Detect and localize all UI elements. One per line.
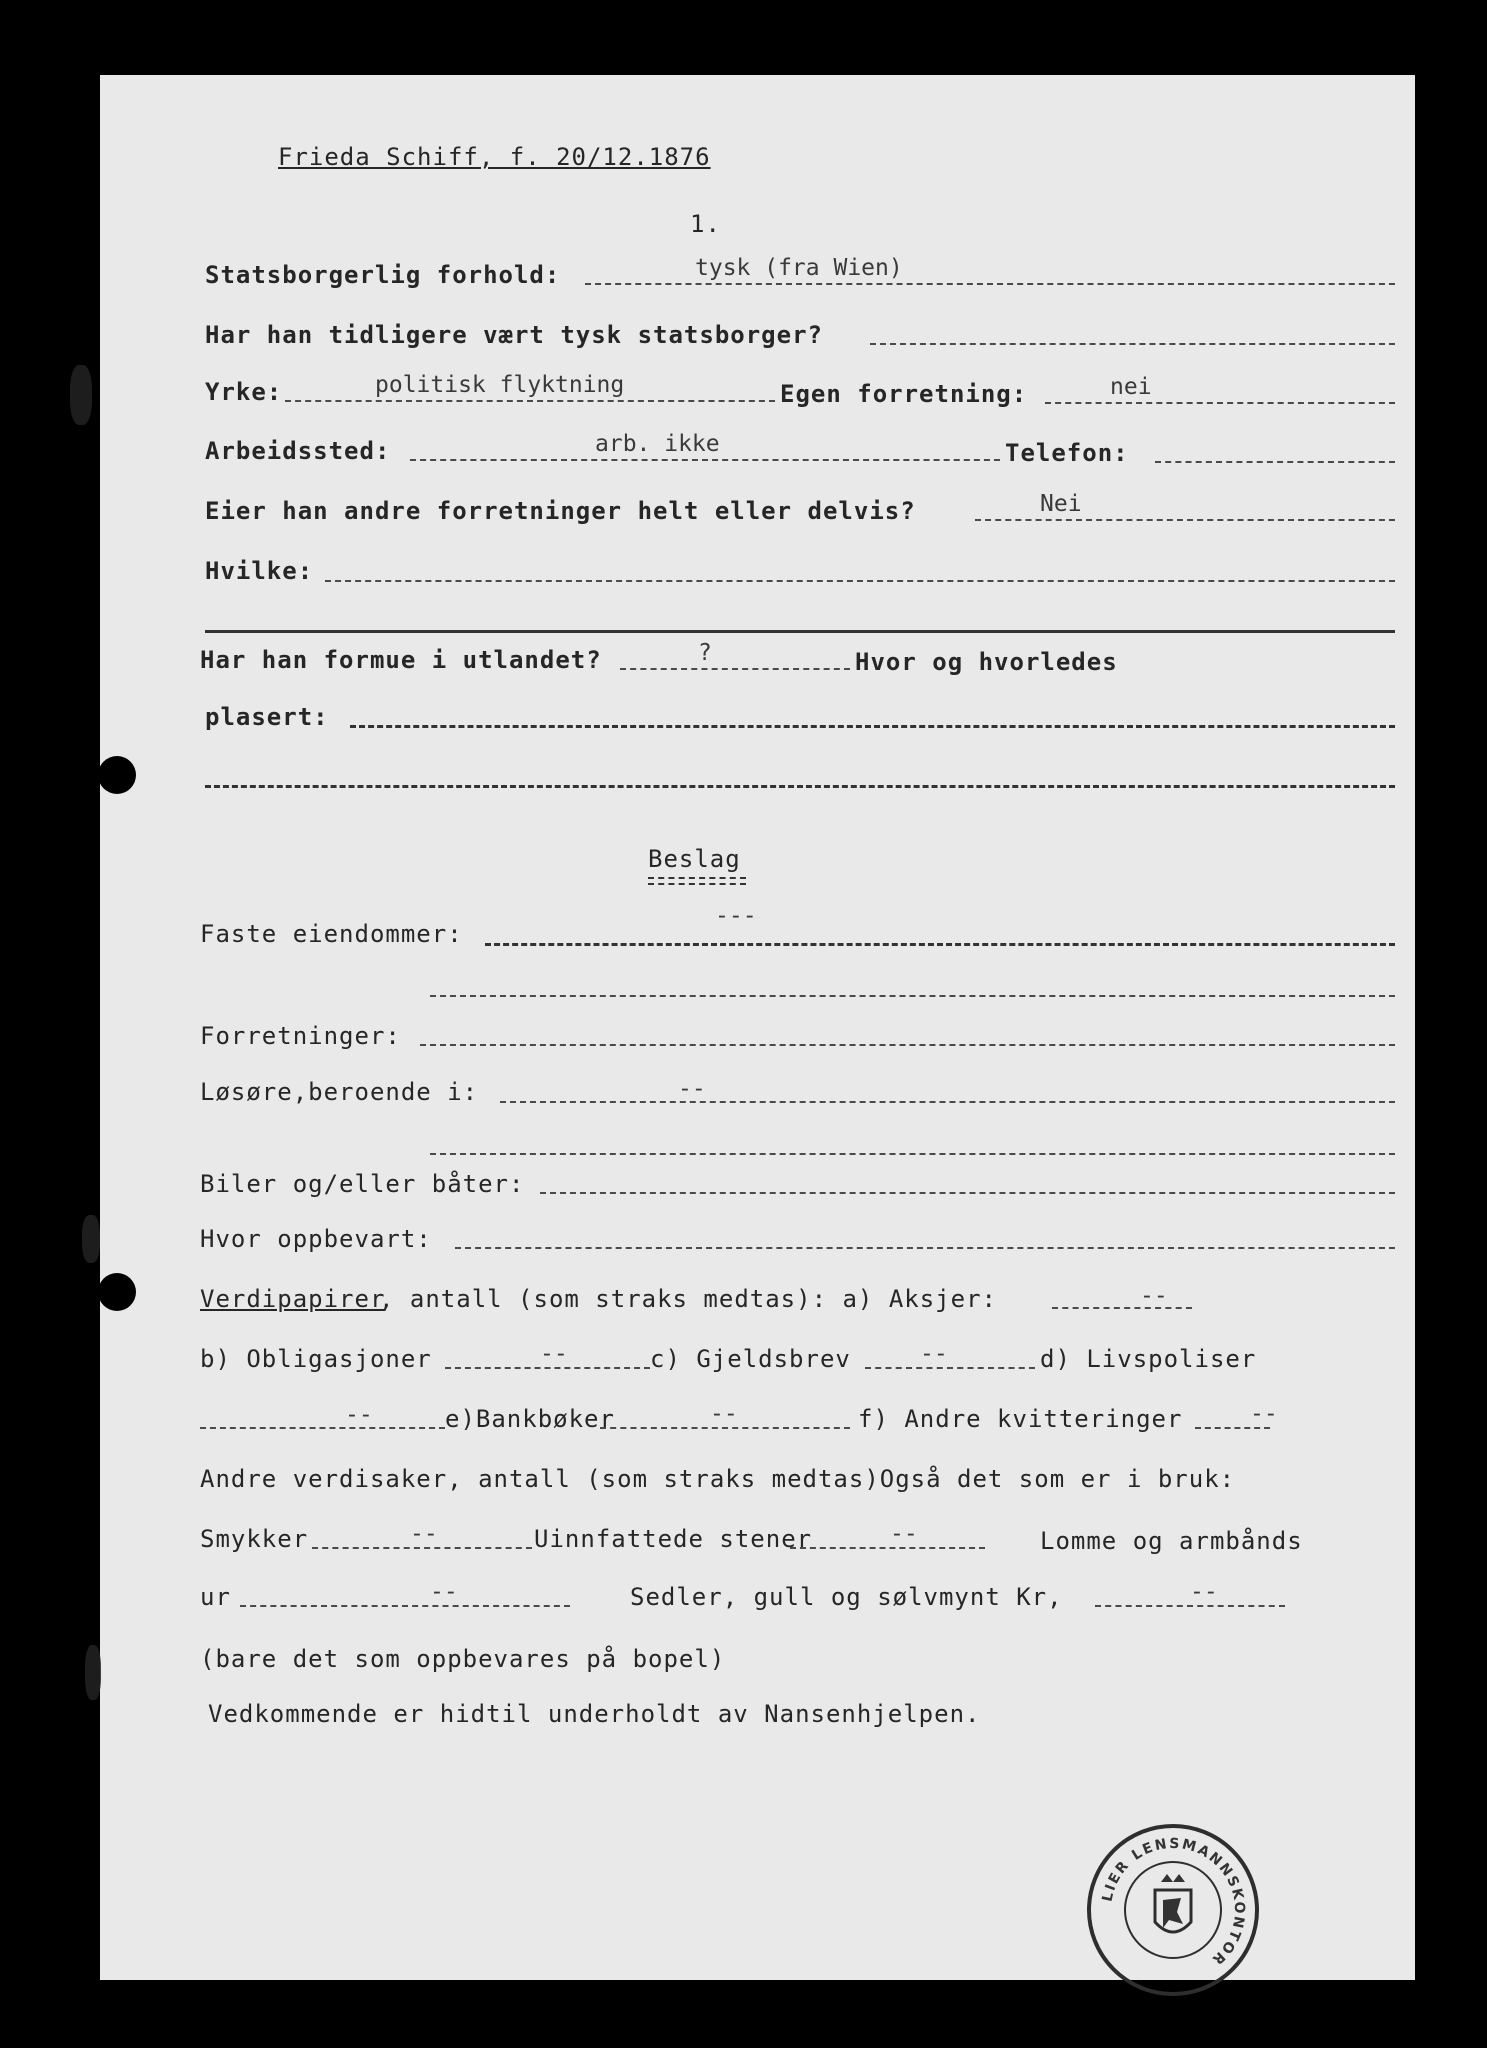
egen-label: Egen forretning: (780, 380, 1028, 408)
obligasjoner-label: b) Obligasjoner (200, 1345, 432, 1373)
statsborgerlig-line (585, 283, 1395, 285)
losore-line-2 (430, 1153, 1395, 1155)
forretninger-label: Forretninger: (200, 1022, 401, 1050)
ur-label: ur (200, 1583, 231, 1611)
andre-verdisaker-label: Andre verdisaker, antall (som straks medtas)Også det som er i bruk: (200, 1465, 1236, 1493)
smykker-value: -- (410, 1521, 438, 1547)
sedler-label: Sedler, gull og sølvmynt Kr, (630, 1583, 1063, 1611)
ur-line (240, 1605, 570, 1607)
plasert-label: plasert: (205, 703, 329, 731)
statsborgerlig-value: tysk (fra Wien) (695, 255, 903, 281)
obligasjoner-line (445, 1367, 650, 1369)
name-line: Frieda Schiff, f. 20/12.1876 (278, 143, 711, 171)
hvilke-label: Hvilke: (205, 557, 314, 585)
losore-line (500, 1101, 1395, 1103)
stener-line (790, 1547, 985, 1549)
gjeldsbrev-line (865, 1367, 1035, 1369)
statsborgerlig-label: Statsborgerlig forhold: (205, 261, 561, 289)
arbeidssted-label: Arbeidssted: (205, 437, 391, 465)
punch-hole-bottom (98, 1273, 136, 1311)
yrke-label: Yrke: (205, 378, 283, 406)
biler-label: Biler og/eller båter: (200, 1170, 525, 1198)
formue-value: ? (698, 640, 712, 666)
ink-smudge-2 (85, 1645, 101, 1700)
hvor-oppbevart-label: Hvor oppbevart: (200, 1225, 432, 1253)
document-page (100, 75, 1415, 1980)
faste-line-2 (430, 995, 1395, 997)
beslag-underline-2 (648, 883, 746, 885)
kvitteringer-value: -- (1250, 1401, 1278, 1427)
faste-value: --- (715, 903, 757, 929)
gjeldsbrev-value: -- (920, 1341, 948, 1367)
bankboker-value: -- (710, 1401, 738, 1427)
arbeidssted-value: arb. ikke (595, 431, 720, 457)
bare-note: (bare det som oppbevares på bopel) (200, 1645, 726, 1673)
telefon-label: Telefon: (1005, 439, 1129, 467)
smykker-label: Smykker (200, 1525, 309, 1553)
lomme-label: Lomme og armbånds (1040, 1527, 1303, 1555)
plasert-line (350, 725, 1395, 728)
tidligere-line (870, 343, 1395, 345)
bankboker-line (600, 1427, 850, 1429)
hvor-hvorledes-label: Hvor og hvorledes (855, 648, 1118, 676)
formue-label: Har han formue i utlandet? (200, 646, 602, 674)
sedler-line (1095, 1605, 1285, 1607)
ink-smudge (70, 365, 92, 425)
forretninger-line (420, 1044, 1395, 1046)
egen-value: nei (1110, 374, 1152, 400)
livspoliser-value: -- (345, 1402, 373, 1428)
tidligere-label: Har han tidligere vært tysk statsborger? (205, 321, 823, 349)
verdipapirer-label: Verdipapirer (200, 1285, 386, 1313)
faste-label: Faste eiendommer: (200, 920, 463, 948)
livspoliser-line (200, 1427, 445, 1429)
punch-hole-top (98, 756, 136, 794)
lensmannskontor-stamp (1083, 1820, 1263, 2000)
eier-label: Eier han andre forretninger helt eller delvis? (205, 497, 916, 525)
formue-line (620, 668, 850, 670)
arbeidssted-line (410, 459, 1000, 461)
eier-value: Nei (1040, 491, 1082, 517)
paper-tear (82, 1215, 100, 1263)
kvitteringer-line (1195, 1427, 1270, 1429)
biler-line (540, 1192, 1395, 1194)
beslag-heading: Beslag (648, 845, 741, 873)
yrke-value: politisk flyktning (375, 372, 625, 398)
losore-value: -- (678, 1076, 706, 1102)
hvilke-line (325, 580, 1395, 582)
ur-value: -- (430, 1579, 458, 1605)
obligasjoner-value: -- (540, 1341, 568, 1367)
smykker-line (312, 1547, 532, 1549)
stamp-text: LIER LENSMANNSKONTOR (1099, 1835, 1248, 1969)
verdipapirer-rest: , antall (som straks medtas): a) Aksjer: (379, 1285, 997, 1313)
aksjer-value: -- (1140, 1283, 1168, 1309)
coat-of-arms-icon (1155, 1874, 1191, 1932)
page-number: 1. (690, 210, 721, 238)
hvor-oppbevart-line (455, 1247, 1395, 1249)
sedler-value: -- (1190, 1579, 1218, 1605)
hvilke-line-2 (205, 630, 1395, 633)
egen-line (1045, 402, 1395, 404)
stener-label: Uinnfattede stener (534, 1525, 813, 1553)
bankboker-label: e)Bankbøker (445, 1405, 615, 1433)
stener-value: -- (890, 1521, 918, 1547)
livspoliser-label: d) Livspoliser (1040, 1345, 1257, 1373)
plasert-line-2 (205, 785, 1395, 788)
losore-label: Løsøre,beroende i: (200, 1078, 479, 1106)
beslag-underline-1 (648, 877, 746, 879)
gjeldsbrev-label: c) Gjeldsbrev (650, 1345, 851, 1373)
telefon-line (1155, 461, 1395, 463)
kvitteringer-label: f) Andre kvitteringer (858, 1405, 1183, 1433)
yrke-line (285, 400, 775, 402)
faste-line (485, 943, 1395, 946)
nansenhjelpen-note: Vedkommende er hidtil underholdt av Nansenhjelpen. (208, 1700, 981, 1728)
aksjer-line (1052, 1307, 1192, 1309)
eier-line (975, 519, 1395, 521)
